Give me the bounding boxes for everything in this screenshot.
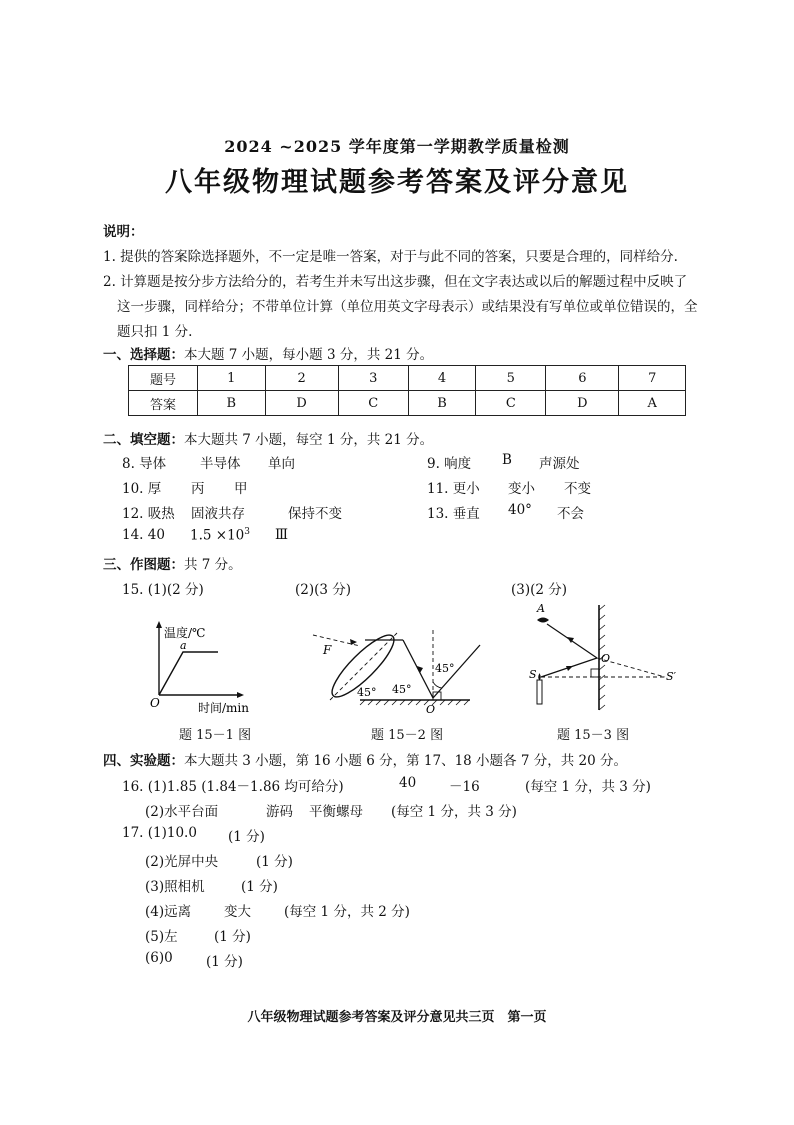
answer-q16-1-b: 40 [399,775,417,791]
table-cell-a4: B [408,391,476,416]
answer-q16-2-b: 游码 [266,804,293,820]
fig3-point-s: S [529,668,537,681]
table-cell-q3: 3 [338,366,408,391]
answer-q12-a: 12. 吸热 [122,506,175,522]
answer-q11-b: 变小 [508,481,535,497]
answer-q17-1-score: (1 分) [228,829,265,845]
table-cell-a6: D [546,391,619,416]
note-1: 1. 提供的答案除选择题外，不一定是唯一答案，对于与此不同的答案，只要是合理的，同样给分. [103,249,678,265]
section-2-header [103,428,433,448]
table-label-answer: 答案 [129,391,198,416]
table-row-questions [129,366,686,391]
section-2-desc: 本大题共 7 小题，每空 1 分，共 21 分。 [184,432,434,448]
figure-15-3-caption: 题 15－3 图 [557,728,630,743]
answer-q14-a: 14. 40 [122,527,165,543]
fig3-point-o: O [601,652,611,665]
answer-q17-2-score: (1 分) [256,854,293,870]
answer-q14-b-exponent: 3 [244,527,250,537]
section-3-header [103,553,242,573]
fig3-candle-icon [537,680,542,704]
figure-15-2 [305,620,495,715]
answer-q12-b: 固液共存 [191,506,245,522]
answer-q11-c: 不变 [564,481,591,497]
fig3-right-angle [591,669,599,677]
answer-q17-4-b: 变大 [224,904,251,920]
fig1-x-arrow-icon [237,692,244,698]
answer-q13-c: 不会 [557,506,584,522]
table-cell-a5: C [476,391,546,416]
fig1-y-label: 温度/℃ [164,626,206,640]
answer-q14-b-base: 1.5 ×10 [190,527,245,544]
fig3-point-a: A [537,602,545,615]
answer-q8-a: 8. 导体 [122,456,167,472]
fig1-origin: O [150,696,160,710]
fig1-y-arrow-icon [156,621,162,628]
answer-q10-b: 丙 [191,481,205,497]
figure-15-1 [140,615,280,715]
fig1-heating-line [159,652,183,695]
figure-15-3 [525,600,690,715]
answer-q17-1: 17. (1)10.0 [122,825,197,841]
answer-q17-2: (2)光屏中央 [145,854,219,870]
fig1-curve [159,652,218,695]
answer-q17-5-score: (1 分) [214,929,251,945]
table-cell-a3: C [338,391,408,416]
table-label-question: 题号 [129,366,198,391]
note-2-line-2: 这一步骤，同样给分；不带单位计算（单位用英文字母表示）或结果没有写单位或单位错误的，全 [117,299,698,315]
fig1-x-label: 时间/min [198,701,249,715]
answer-q16-1-c: －16 [449,779,480,795]
section-1-header [103,343,433,363]
answer-q8-c: 单向 [268,456,295,472]
answer-q8-b: 半导体 [200,456,241,472]
answer-q13-b: 40° [508,502,532,518]
q15-part-3-label: (3)(2 分) [511,582,568,598]
answer-q16-1-a: 16. (1)1.85 (1.84－1.86 均可给分) [122,779,344,795]
answer-q13-a: 13. 垂直 [427,506,480,522]
table-cell-q5: 5 [476,366,546,391]
fig2-angle-mid: 45° [392,683,412,696]
page-title: 八年级物理试题参考答案及评分意见 [165,167,629,198]
section-4-heading: 四、实验题： [103,753,184,769]
fig3-arrow-1-icon [566,666,573,671]
section-4-header [103,749,627,769]
fig2-angle-right: 45° [435,662,455,675]
figure-15-2-caption: 题 15－2 图 [371,728,444,743]
note-2-line-3: 题只扣 1 分. [117,324,193,340]
answer-q16-2-c: 平衡螺母 [309,804,363,820]
table-cell-a2: D [265,391,338,416]
note-2-line-1: 2. 计算题是按分步方法给分的，若考生并未写出这步骤，但在文字表达或以后的解题过程中反映了 [103,274,688,290]
page-footer: 八年级物理试题参考答案及评分意见共三页 第一页 [247,1010,547,1025]
answer-q14-b [190,527,250,544]
fig2-focus-label: F [323,643,332,657]
fig1-point-a: a [180,639,187,652]
table-cell-q2: 2 [265,366,338,391]
fig2-angle-arc [433,682,442,688]
answer-q10-c: 甲 [234,481,248,497]
answer-q14-c: Ⅲ [275,527,289,543]
section-3-heading: 三、作图题： [103,557,184,573]
section-1-heading: 一、选择题： [103,347,184,363]
table-cell-q1: 1 [198,366,266,391]
answer-q12-c: 保持不变 [288,506,342,522]
answer-q17-6-score: (1 分) [206,954,243,970]
table-cell-q4: 4 [408,366,476,391]
table-row-answers [129,391,686,416]
answer-table [128,365,686,416]
fig3-point-s-image: S′ [666,670,677,683]
fig2-angle-left: 45° [357,686,377,699]
fig3-eye-icon [537,618,549,623]
answer-q17-4-score: (每空 1 分，共 2 分) [284,904,410,920]
table-cell-q7: 7 [619,366,686,391]
notes-heading: 说明： [103,224,144,240]
section-3-desc: 共 7 分。 [184,557,242,573]
section-2-heading: 二、填空题： [103,432,184,448]
answer-q10-a: 10. 厚 [122,481,162,497]
exam-subtitle: 2024 ~2025 学年度第一学期教学质量检测 [224,137,570,156]
section-4-desc: 本大题共 3 小题，第 16 小题 6 分，第 17、18 小题各 7 分，共 20 分。 [184,753,627,769]
answer-q9-c: 声源处 [539,456,580,472]
answer-q17-6: (6)0 [145,950,173,966]
answer-q16-2-score: (每空 1 分，共 3 分) [391,804,517,820]
table-cell-a1: B [198,391,266,416]
fig2-origin: O [426,703,436,715]
table-cell-q6: 6 [546,366,619,391]
section-1-desc: 本大题 7 小题，每小题 3 分，共 21 分。 [184,347,434,363]
q15-part-2-label: (2)(3 分) [295,582,352,598]
answer-q17-4-a: (4)远离 [145,904,192,920]
answer-q11-a: 11. 更小 [427,481,480,497]
fig3-flame-icon [538,673,541,680]
answer-q17-3-score: (1 分) [241,879,278,895]
table-cell-a7: A [619,391,686,416]
answer-q17-3: (3)照相机 [145,879,205,895]
answer-q16-1-score: (每空 1 分，共 3 分) [525,779,651,795]
fig2-hatching [360,700,469,705]
answer-q9-a: 9. 响度 [427,456,472,472]
fig2-arrow-1-icon [350,639,357,645]
answer-q16-2-a: (2)水平台面 [145,804,219,820]
figure-15-1-caption: 题 15－1 图 [179,728,252,743]
answer-q17-5: (5)左 [145,929,178,945]
q15-part-1-label: 15. (1)(2 分) [122,582,204,598]
answer-q9-b: B [502,452,512,468]
